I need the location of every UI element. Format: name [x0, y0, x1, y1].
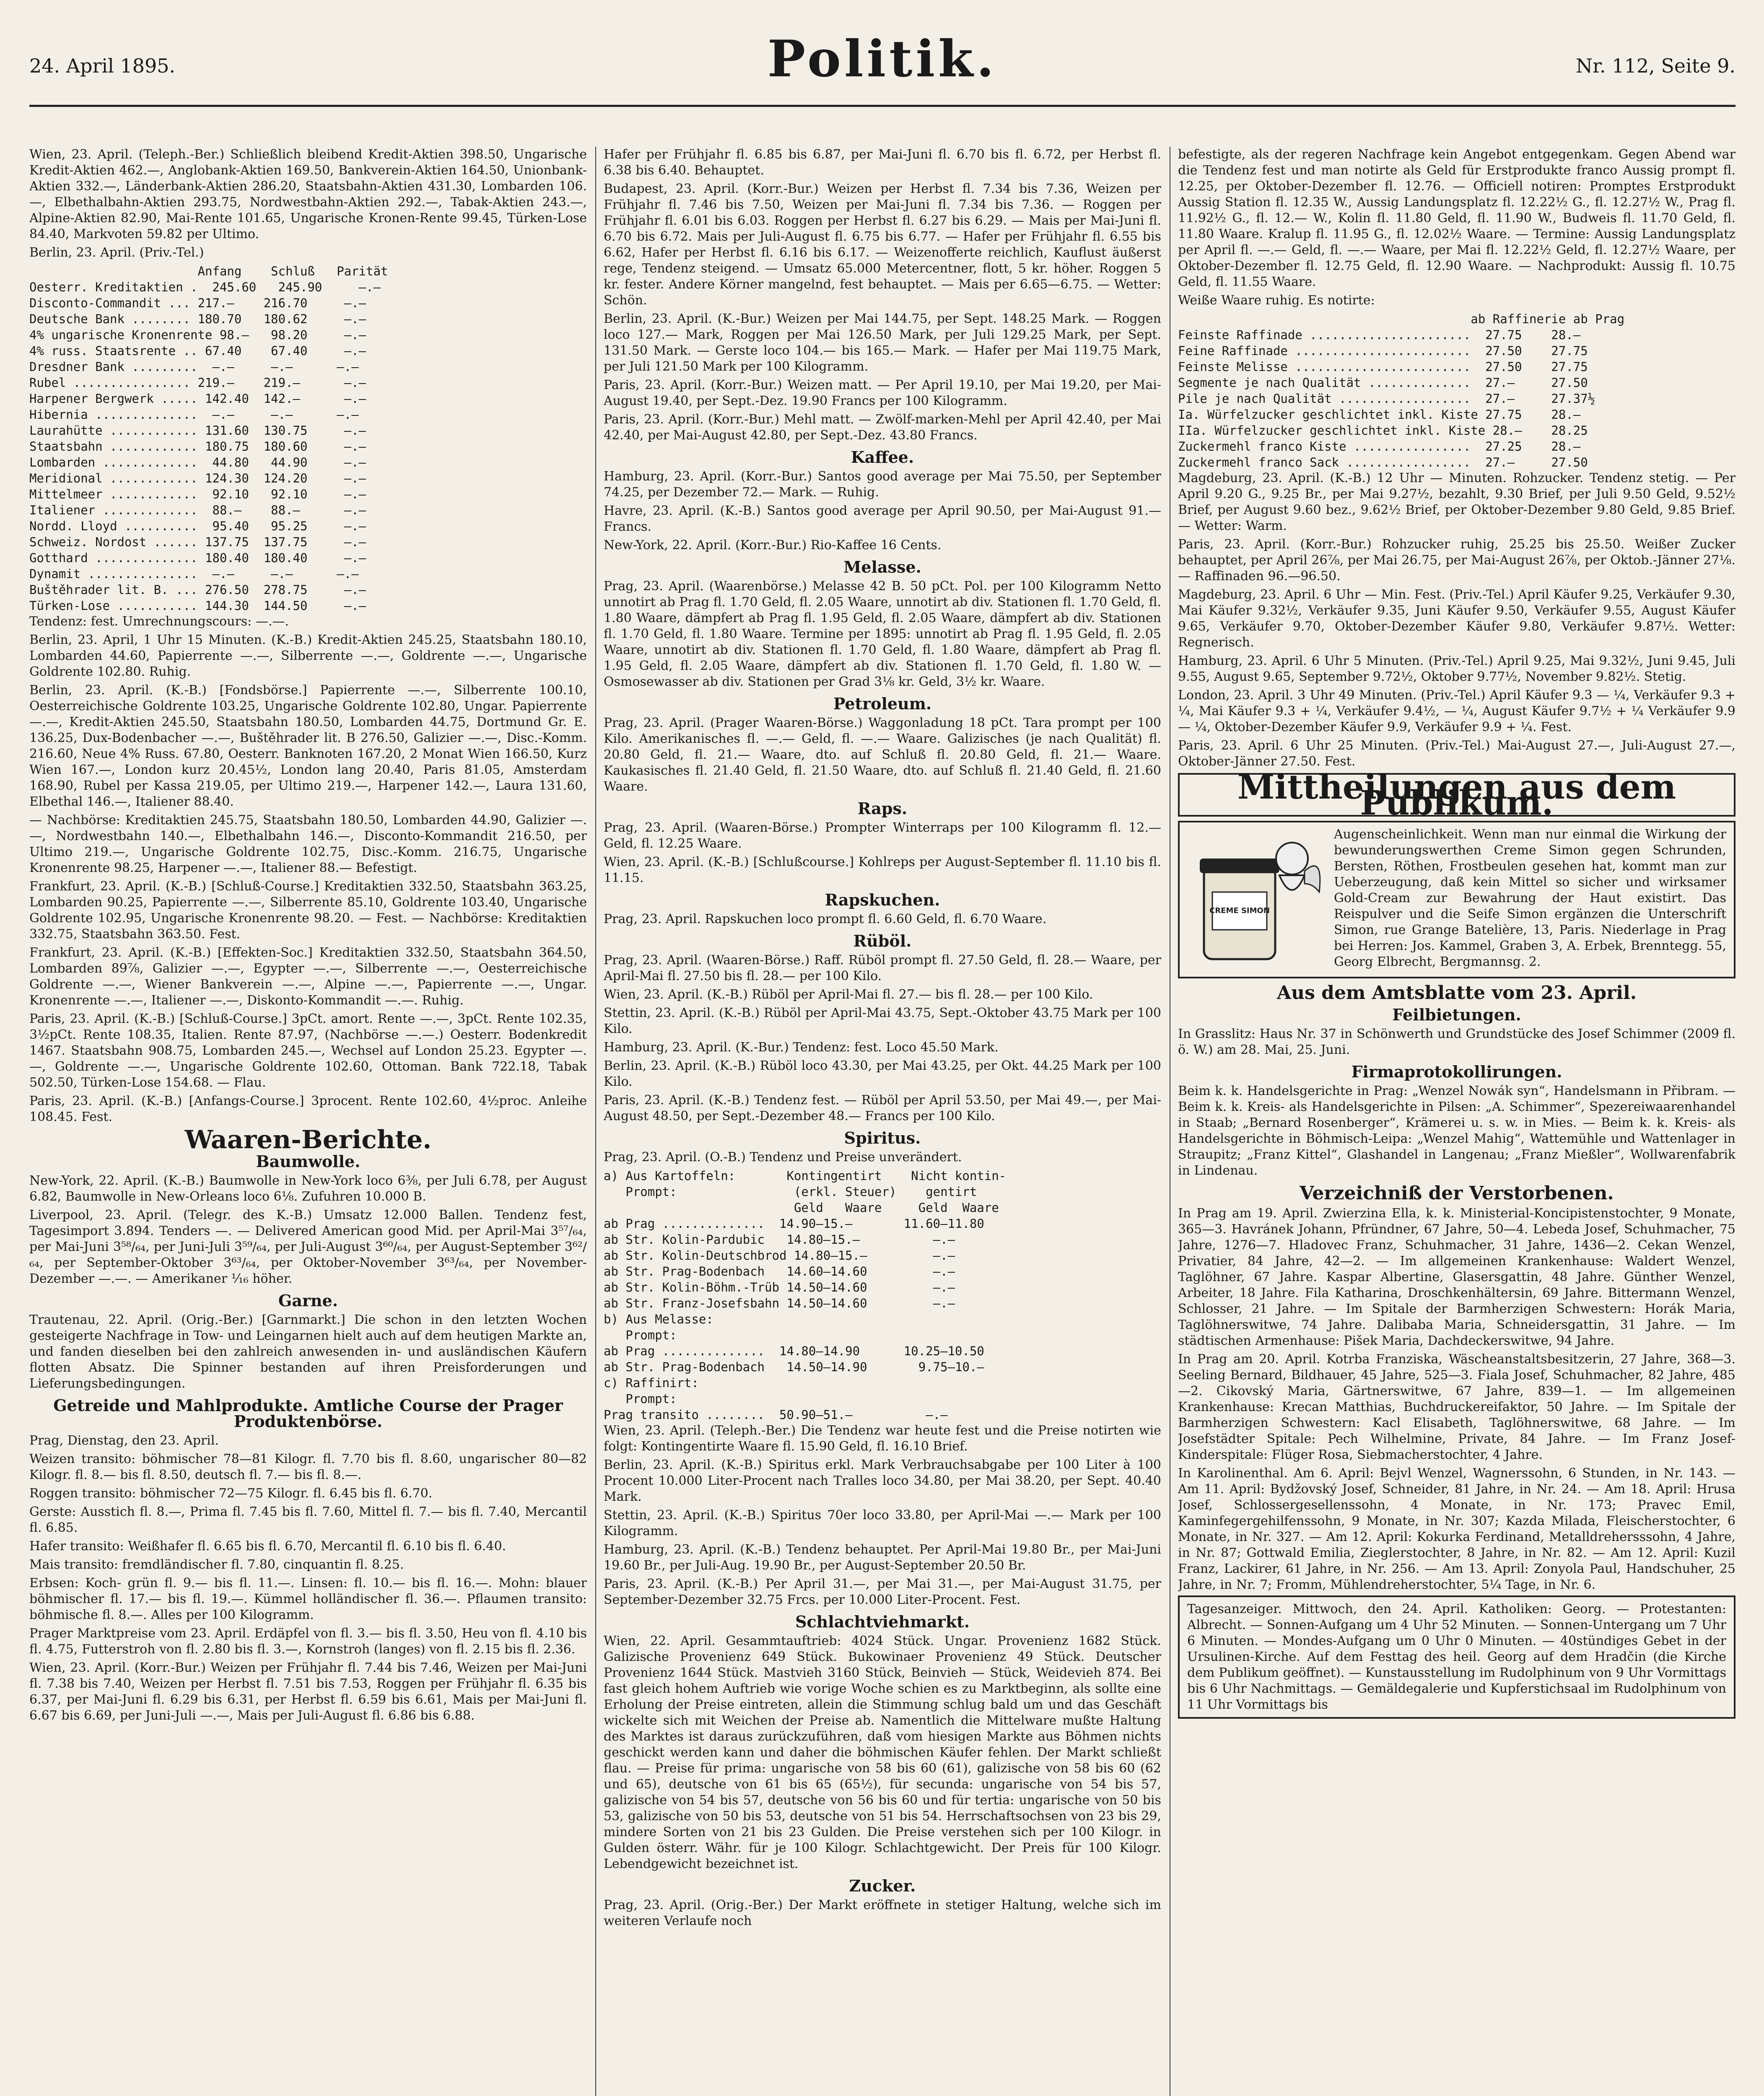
- article-paragraph: — Nachbörse: Kreditaktien 245.75, Staatsbahn 180.50, Lombarden 44.90, Galizier —.—, Nordwestbahn 140.—, Elbethalbahn 146.—, Disconto-Kommandit 216.50, per Ultimo 219.—, Ungarische Goldrente 102.75, Disc.-Komm. 216.75, Ungarische Kronenrente 98.25, Harpener —.—, Italiener 88.— Befestigt.: [29, 813, 587, 875]
- column-middle: [604, 147, 1161, 2096]
- subsection-heading: Garne.: [278, 1291, 338, 1310]
- newspaper-page: [29, 25, 1735, 2096]
- subsection-heading: Raps.: [857, 799, 908, 818]
- article-paragraph: Magdeburg, 23. April. (K.-B.) 12 Uhr — Minuten. Rohzucker. Tendenz stetig. — Per April 9.20 G., 9.25 Br., per Mai 9.27½, bezahlt, 9.30 Brief, per Juli 9.50 Geld, 9.52½ Brief, per August 9.60 bez., 9.62½ Brief, per Oktober-Dezember 9.80 Geld, 9.85 Brief. — Wetter: Warm.: [1178, 471, 1735, 533]
- header-rule: [29, 105, 1735, 107]
- article-paragraph: Budapest, 23. April. (Korr.-Bur.) Weizen per Herbst fl. 7.34 bis 7.36, Weizen per Frühjahr fl. 7.46 bis 7.50, Weizen per Mai-Juni fl. 7.34 bis 7.36. — Roggen per Frühjahr fl. 6.01 bis 6.03. Roggen per Herbst fl. 6.27 bis 6.29. — Mais per Mai-Juni fl. 6.70 bis 6.72. Mais per Juli-August fl. 6.75 bis 6.77. — Hafer per Frühjahr fl. 6.55 bis 6.62, Hafer per Herbst fl. 6.16 bis 6.17. — Weizenofferte reichlich, Kauflust äußerst rege, Tendenz steigend. — Umsatz 65.000 Metercentner, flott, 5 kr. höher. Roggen 5 kr. fester. Andere Körner mangelnd, fest behauptet. — Mais per 6.65—6.75. — Wetter: Schön.: [604, 182, 1161, 308]
- article-paragraph: Frankfurt, 23. April. (K.-B.) [Effekten-Soc.] Kreditaktien 332.50, Staatsbahn 364.50, Lombarden 89⅞, Galizier —.—, Egypter —.—, Silberrente —.—, Oesterreichische Goldrente —.—, Wiener Bankverein —.—, Alpine —.—, Papierrente —.—, Ungar. Kronenrente —.—, Italiener —.—, Diskonto-Kommandit —.—. Ruhig.: [29, 945, 587, 1008]
- article-paragraph: Wien, 23. April. (K.-B.) Rüböl per April-Mai fl. 27.— bis fl. 28.— per 100 Kilo.: [604, 987, 1093, 1002]
- article-paragraph: Wien, 23. April. (K.-B.) [Schlußcourse.] Kohlreps per August-September fl. 11.10 bis fl. 11.15.: [604, 855, 1161, 885]
- subsection-heading: Melasse.: [843, 558, 921, 576]
- section-heading: Verzeichniß der Verstorbenen.: [1300, 1183, 1614, 1204]
- article-paragraph: In Prag am 19. April. Zwierzina Ella, k. k. Ministerial-Koncipistenstochter, 9 Monate, 365—3. Havránek Johann, Pfründner, 67 Jahre, 50—4. Lebeda Josef, Schuhmacher, 75 Jahre, 1276—7. Hladovec Franz, Schuhmacher, 31 Jahre, 1436—2. Cekan Wenzel, Privatier, 84 Jahre, 42—2. — Im allgemeinen Krankenhause: Waldert Wenzel, Taglöhner, 67 Jahre. Kaspar Albertine, Glasersgattin, 48 Jahre. Günther Wenzel, Arbeiter, 18 Jahre. Fila Katharina, Droschkenhältersin, 69 Jahre. Bittermann Wenzel, Schlosser, 21 Jahre. — Im Spitale der Barmherzigen Schwestern: Horák Maria, Taglöhnerswitwe, 74 Jahre. Dalibaba Maria, Schneidersgattin, 31 Jahre. — Im städtischen Armenhause: Pišek Maria, Dachdeckerswitwe, 94 Jahre.: [1178, 1206, 1735, 1348]
- subsection-heading: Firmaprotokollirungen.: [1351, 1062, 1562, 1081]
- issue-date: 24. April 1895.: [29, 54, 176, 77]
- article-paragraph: Berlin, 23. April. (Priv.-Tel.): [29, 245, 204, 260]
- article-paragraph: Liverpool, 23. April. (Telegr. des K.-B.) Umsatz 12.000 Ballen. Tendenz fest, Tagesimport 3.894. Tenders —. — Delivered American good Mid. per April-Mai 3⁵⁷/₆₄, per Mai-Juni 3⁵⁸/₆₄, per Juni-Juli 3⁵⁹/₆₄, per Juli-August 3⁶⁰/₆₄, per August-September 3⁶²/₆₄, per September-Oktober 3⁶³/₆₄, per Oktober-November 3⁶³/₆₄, per November-Dezember —.—. — Amerikaner ⅟₁₆ höher.: [29, 1208, 587, 1286]
- subsection-heading: Kaffee.: [851, 448, 914, 467]
- article-paragraph: New-York, 22. April. (K.-B.) Baumwolle in New-York loco 6⅜, per Juli 6.78, per August 6.82, Baumwolle in New-Orleans loco 6⅛. Zufuhren 10.000 B.: [29, 1173, 587, 1204]
- article-paragraph: Prag, 23. April. Rapskuchen loco prompt fl. 6.60 Geld, fl. 6.70 Waare.: [604, 912, 1047, 926]
- column-divider: [595, 147, 596, 2096]
- column-right: [1178, 147, 1735, 2096]
- article-paragraph: Weiße Waare ruhig. Es notirte:: [1178, 293, 1375, 308]
- article-paragraph: Wien, 23. April. (Korr.-Bur.) Weizen per Frühjahr fl. 7.44 bis 7.46, Weizen per Mai-Juni fl. 7.38 bis 7.40, Weizen per Herbst fl. 7.51 bis 7.53, Roggen per Frühjahr fl. 6.35 bis 6.37, per Mai-Juni fl. 6.29 bis 6.31, per Herbst fl. 6.59 bis 6.61, Mais per Mai-Juni fl. 6.67 bis 6.69, per Juni-Juli —.—, Mais per Juli-August fl. 6.86 bis 6.88.: [29, 1660, 587, 1723]
- article-paragraph: Trautenau, 22. April. (Orig.-Ber.) [Garnmarkt.] Die schon in den letzten Wochen gesteigerte Nachfrage in Tow- und Leingarnen hielt auch auf dem heutigen Markte an, und fanden dieselben bei den zahlreich anwesenden in- und ausländischen Käufern flotten Absatz. Die Spinner bestanden auf ihren Preisforderungen und Lieferungsbedingungen.: [29, 1313, 587, 1391]
- section-heading: Aus dem Amtsblatte vom 23. April.: [1276, 982, 1637, 1004]
- subsection-heading: Petroleum.: [833, 694, 932, 713]
- article-paragraph: Hamburg, 23. April. (K.-B.) Tendenz behauptet. Per April-Mai 19.80 Br., per Mai-Juni 19.60 Br., per Juli-Aug. 19.90 Br., per August-September 20.50 Br.: [604, 1542, 1161, 1573]
- article-paragraph: Havre, 23. April. (K.-B.) Santos good average per April 90.50, per Mai-August 91.— Francs.: [604, 503, 1161, 534]
- article-paragraph: Paris, 23. April. (K.-B.) Tendenz fest. — Rüböl per April 53.50, per Mai 49.—, per Mai-August 48.50, per Sept.-Dezember 48.— Francs per 100 Kilo.: [604, 1093, 1161, 1123]
- article-paragraph: Magdeburg, 23. April. 6 Uhr — Min. Fest. (Priv.-Tel.) April Käufer 9.25, Verkäufer 9.30, Mai Käufer 9.32½, Verkäufer 9.35, Juni Käufer 9.50, Verkäufer 9.55, August Käufer 9.65, Verkäufer 9.70, Oktober-Dezember Käufer 9.80, Verkäufer 9.87½. Wetter: Regnerisch.: [1178, 587, 1735, 650]
- article-paragraph: New-York, 22. April. (Korr.-Bur.) Rio-Kaffee 16 Cents.: [604, 538, 942, 553]
- article-paragraph: Paris, 23. April. (K.-B.) [Schluß-Course.] 3pCt. amort. Rente —.—, 3pCt. Rente 102.35, 3½pCt. Rente 108.35, Italien. Rente 87.97, (Nachbörse —.—.) Oesterr. Bodenkredit 1467. Staatsbahn 908.75, Lombarden 245.—, Wechsel auf London 25.23. Egypter —.—, Goldrente —.—, Ungarische Goldrente 102.60, Ottoman. Bank 722.18, Tabak 502.50, Türken-Lose 154.68. — Flau.: [29, 1012, 587, 1090]
- cherub-with-jar-illustration: [1187, 829, 1326, 968]
- article-paragraph: Roggen transito: böhmischer 72—75 Kilogr. fl. 6.45 bis fl. 6.70.: [29, 1486, 433, 1501]
- article-paragraph: In Prag am 20. April. Kotrba Franziska, Wäscheanstaltsbesitzerin, 27 Jahre, 368—3. Seeling Bernard, Bildhauer, 45 Jahre, 525—3. Fiala Josef, Schuhmacher, 82 Jahre, 485—2. Cikovský Maria, Gärtnerswitwe, 67 Jahre, 839—1. — Im allgemeinen Krankenhause: Krecan Matthias, Buchdruckereifaktor, 50 Jahre. — Im Spitale der Barmherzigen Schwestern: Kacl Elisabeth, Taglöhnerswitwe, 68 Jahre. — Im Josefstädter Spitale: Pech Wilhelmine, Private, 84 Jahre. — Im Franz Josef-Kinderspitale: Flüger Rosa, Siebmacherstochter, 4 Jahre.: [1178, 1352, 1735, 1462]
- subsection-heading: Schlachtviehmarkt.: [795, 1612, 970, 1631]
- article-paragraph: Beim k. k. Handelsgerichte in Prag: „Wenzel Nowák syn“, Handelsmann in Přibram. — Beim k. k. Kreis- als Handelsgerichte in Pilsen: „A. Schimmer“, Spezereiwaarenhandel in Staab; „Bernard Rosenberger“, Krämerei u. s. w. in Mies. — Beim k. k. Kreis- als Handelsgerichte in Böhmisch-Leipa: „Wenzel Mahig“, Wattemühle und Wattenlager in Straupitz; „Franz Kittel“, Glashandel in Langenau; „Franz Mießler“, Wollwarenfabrik in Lindenau.: [1178, 1084, 1735, 1178]
- article-paragraph: Prag, 23. April. (Waarenbörse.) Melasse 42 B. 50 pCt. Pol. per 100 Kilogramm Netto unnotirt ab Prag fl. 1.70 Geld, fl. 2.05 Waare, unnotirt ab div. Stationen fl. 1.70 Geld, fl. 1.80 Waare, dämpfert ab Prag fl. 1.95 Geld, fl. 2.05 Waare, dämpfert ab div. Stationen fl. 1.70 Geld, fl. 1.80 Waare. Termine per 1895: unnotirt ab Prag fl. 1.95 Geld, fl. 2.05 Waare, unnotirt ab div. Stationen fl. 1.70 Geld, fl. 1.80 Waare, dämpfert ab Prag fl. 1.95 Geld, fl. 2.05 Waare, dämpfert ab div. Stationen fl. 1.70 Geld, fl. 1.80 W. — Osmosewasser ab div. Stationen per Grad 3⅛ kr. Geld, 3½ kr. Waare.: [604, 579, 1161, 689]
- article-paragraph: Weizen transito: böhmischer 78—81 Kilogr. fl. 7.70 bis fl. 8.60, ungarischer 80—82 Kilogr. fl. 8.— bis fl. 8.50, deutsch fl. 7.— bis fl. 8.—.: [29, 1452, 587, 1482]
- article-paragraph: Paris, 23. April. 6 Uhr 25 Minuten. (Priv.-Tel.) Mai-August 27.—, Juli-August 27.—, Oktober-Jänner 27.50. Fest.: [1178, 738, 1735, 769]
- jar-label: CREME SIMON: [1209, 906, 1270, 915]
- article-paragraph: Prager Marktpreise vom 23. April. Erdäpfel von fl. 3.— bis fl. 3.50, Heu von fl. 4.10 bis fl. 4.75, Futterstroh von fl. 2.80 bis fl. 3.—, Kornstroh (langes) von fl. 2.15 bis fl. 2.36.: [29, 1626, 587, 1657]
- article-paragraph: Paris, 23. April. (K.-B.) [Anfangs-Course.] 3procent. Rente 102.60, 4½proc. Anleihe 108.45. Fest.: [29, 1094, 587, 1124]
- daily-announcements: Tagesanzeiger. Mittwoch, den 24. April. Katholiken: Georg. — Protestanten: Albrecht. — Sonnen-Aufgang um 4 Uhr 52 Minuten. — Sonnen-Untergang um 7 Uhr 6 Minuten. — Mondes-Aufgang um 0 Uhr 0 Minuten. — 40stündiges Gebet in der Ursulinen-Kirche. Auf dem Festtag des heil. Georg auf dem Hradčin (die Kirche dem Publikum geöffnet). — Kunstausstellung im Rudolphinum von 9 Uhr Vormittags bis 6 Uhr Nachmittags. — Gemäldegalerie und Kupferstichsaal im Rudolphinum von 11 Uhr Vormittags bis: [1178, 1595, 1735, 1719]
- article-paragraph: Wien, 22. April. Gesammtauftrieb: 4024 Stück. Ungar. Provenienz 1682 Stück. Galizische Provenienz 649 Stück. Bukowinaer Provenienz 49 Stück. Deutscher Provenienz 1644 Stück. Mastvieh 3160 Stück, Beinvieh — Stück, Weidevieh 874. Bei fast gleich hohem Auftrieb wie vorige Woche schien es zu Marktbeginn, als sollte eine Erholung der Preise eintreten, allein die Stimmung schlug bald um und das Geschäft wickelte sich mit Weichen der Preise ab. Namentlich die Mittelware mußte Haltung des Marktes ist daraus zurückzuführen, daß vom hiesigen Markte aus Böhmen nichts geschickt werden kann und daher die böhmischen Käufer fehlen. Der Markt schließt flau. — Preise für prima: ungarische von 58 bis 60 (61), galizische von 58 bis 60 (62 und 65), deutsche von 61 bis 65 (65½), für secunda: ungarische von 54 bis 57, galizische von 54 bis 57, deutsche von 56 bis 60 und für tertia: ungarische von 50 bis 53, galizische von 50 bis 53, deutsche von 51 bis 54. Herrschaftsochsen von 23 bis 29, mindere Sorten von 21 bis 23 Gulden. Die Preise verstehen sich per 100 Kilogr. in Gulden österr. Währ. für je 100 Kilogr. Schlachtgewicht. Der Preis für 100 Kilogr. Lebendgewicht bezeichnet ist.: [604, 1634, 1161, 1871]
- advertisement-text: Augenscheinlichkeit. Wenn man nur einmal die Wirkung der bewunderungswerthen Creme Simon gegen Schrunden, Bersten, Röthen, Frostbeulen gesehen hat, kommt man zur Ueberzeugung, daß kein Mittel so sicher und wirksamer Gold-Cream zur Bewahrung der Haut existirt. Das Reispulver und die Seife Simon ergänzen die Unterschrift Simon, rue Grange Batelière, 13, Paris. Niederlage in Prag bei Herren: Jos. Kammel, Graben 3, A. Erbek, Brenntegg. 55, Georg Elbrecht, Bergmannsg. 2.: [1334, 827, 1726, 969]
- price-table: a) Aus Kartoffeln: Kontingentirt Nicht kontin- Prompt: (erkl. Steuer) gentirt Geld Waare Geld Waare ab Prag .............. 14.90—15.— 11.60—11.80 ab Str. Kolin-Pardubic 14.80—15.— —.— ab Str. Kolin-Deutschbrod 14.80—15.— —.— ab Str. Prag-Bodenbach 14.60—14.60 —.— ab Str. Kolin-Böhm.-Trüb 14.50—14.60 —.— ab Str. Franz-Josefsbahn 14.50—14.60 —.— b) Aus Melasse: Prompt: ab Prag .............. 14.80—14.90 10.25—10.50 ab Str. Prag-Bodenbach 14.50—14.90 9.75—10.— c) Raffinirt: Prompt: Prag transito ........ 50.90—51.— —.—: [604, 1169, 1007, 1422]
- article-paragraph: Prag, Dienstag, den 23. April.: [29, 1433, 219, 1448]
- article-paragraph: Erbsen: Koch- grün fl. 9.— bis fl. 11.—. Linsen: fl. 10.— bis fl. 16.—. Mohn: blauer böhmischer fl. 17.— bis fl. 19.—. Kümmel holländischer fl. 36.—. Pflaumen transito: böhmische fl. 8.—. Alles per 100 Kilogramm.: [29, 1576, 587, 1622]
- article-paragraph: Prag, 23. April. (Waaren-Börse.) Prompter Winterraps per 100 Kilogramm fl. 12.— Geld, fl. 12.25 Waare.: [604, 820, 1161, 851]
- page-header: [29, 25, 1735, 88]
- article-paragraph: Hafer per Frühjahr fl. 6.85 bis 6.87, per Mai-Juni fl. 6.70 bis fl. 6.72, per Herbst fl. 6.38 bis 6.40. Behauptet.: [604, 147, 1161, 178]
- public-notices-title: Mittheilungen aus dem Publikum.: [1178, 773, 1735, 817]
- subsection-heading: Baumwolle.: [256, 1152, 361, 1171]
- article-paragraph: Hamburg, 23. April. (Korr.-Bur.) Santos good average per Mai 75.50, per September 74.25, per Dezember 72.— Mark. — Ruhig.: [604, 469, 1161, 500]
- article-paragraph: Wien, 23. April. (Teleph.-Ber.) Schließlich bleibend Kredit-Aktien 398.50, Ungarische Kredit-Aktien 462.—, Anglobank-Aktien 169.50, Bankverein-Aktien 164.50, Unionbank-Aktien 332.—, Länderbank-Aktien 286.20, Staatsbahn-Aktien 431.30, Lombarden 106.—, Elbethalbahn-Aktien 293.75, Nordwestbahn-Aktien 292.—, Tabak-Aktien 243.—, Alpine-Aktien 82.90, Mai-Rente 101.65, Ungarische Kronen-Rente 99.45, Türken-Lose 84.40, Markvoten 59.82 per Ultimo.: [29, 147, 587, 241]
- section-title: Politik.: [767, 29, 998, 88]
- article-paragraph: Prag, 23. April. (Orig.-Ber.) Der Markt eröffnete in stetiger Haltung, welche sich im weiteren Verlaufe noch: [604, 1898, 1161, 1928]
- subsection-heading: Spiritus.: [844, 1128, 921, 1147]
- article-paragraph: Paris, 23. April. (Korr.-Bur.) Rohzucker ruhig, 25.25 bis 25.50. Weißer Zucker behauptet, per April 26⅞, per Mai 26.75, per Mai-August 26⅞, per Oktob.-Jänner 27⅛. — Raffinaden 96.—96.50.: [1178, 537, 1735, 584]
- article-paragraph: Berlin, 23. April. (K.-Bur.) Weizen per Mai 144.75, per Sept. 148.25 Mark. — Roggen loco 127.— Mark, Roggen per Mai 126.50 Mark, per Juli 129.25 Mark, per Sept. 131.50 Mark. — Gerste loco 104.— bis 165.— Mark. — Hafer per Mai 119.75 Mark, per Juli 121.50 Mark per 100 Kilogramm.: [604, 311, 1161, 374]
- price-table: Anfang Schluß Parität Oesterr. Kreditaktien . 245.60 245.90 —.— Disconto-Commandit ... 217.— 216.70 —.— Deutsche Bank ........ 180.70 180.62 —.— 4% ungarische Kronenrente 98.— 98.20 —.— 4% russ. Staatsrente .. 67.40 67.40 —.— Dresdner Bank ......... —.— —.— —.— Rubel ................ 219.— 219.— —.— Harpener Bergwerk ..... 142.40 142.— —.— Hibernia .............. —.— —.— —.— Laurahütte ............ 131.60 130.75 —.— Staatsbahn ............ 180.75 180.60 —.— Lombarden ............. 44.80 44.90 —.— Meridional ............ 124.30 124.20 —.— Mittelmeer ............ 92.10 92.10 —.— Italiener ............. 88.— 88.— —.— Nordd. Lloyd .......... 95.40 95.25 —.— Schweiz. Nordost ...... 137.75 137.75 —.— Gotthard .............. 180.40 180.40 —.— Dynamit ............... —.— —.— —.— Buštěhrader lit. B. ... 276.50 278.75 —.— Türken-Lose ........... 144.30 144.50 —.—: [29, 264, 388, 613]
- subsection-heading: Rapskuchen.: [825, 890, 940, 909]
- column-left: [29, 147, 587, 2096]
- article-paragraph: Berlin, 23. April. (K.-B.) [Fondsbörse.] Papierrente —.—, Silberrente 100.10, Oesterreichische Goldrente 103.25, Ungarische Goldrente 102.80, Ungar. Papierrente —.—, Kredit-Aktien 245.50, Staatsbahn 180.50, Lombarden 44.75, Dortmund Gr. E. 136.25, Dux-Bodenbacher —.—, Buštěhrader lit. B 276.50, Galizier —.—, Disc.-Komm. 216.60, Neue 4% Russ. 67.80, Oesterr. Banknoten 167.20, 2 Monat Wien 166.50, Kurz Wien 167.—, London kurz 20.45½, London lang 20.40, Paris 81.05, Amsterdam 168.90, Rubel per Kassa 219.05, per Ultimo 219.—, Harpener 142.—, Laura 131.60, Elbethal 146.—, Italiener 88.40.: [29, 683, 587, 809]
- article-paragraph: In Grasslitz: Haus Nr. 37 in Schönwerth und Grundstücke des Josef Schimmer (2009 fl. ö. W.) am 28. Mai, 25. Juni.: [1178, 1027, 1735, 1057]
- price-table: ab Raffinerie ab Prag Feinste Raffinade ...................... 27.75 28.— Feine Raffinade ........................ 27.50 27.75 Feinste Melisse ........................ 27.50 27.75 Segmente je nach Qualität .............. 27.— 27.50 Pile je nach Qualität .................. 27.— 27.37½ Ia. Würfelzucker geschlichtet inkl. Kiste 27.75 28.— IIa. Würfelzucker geschlichtet inkl. Kiste 28.— 28.25 Zuckermehl franco Kiste ................ 27.25 28.— Zuckermehl franco Sack ................. 27.— 27.50: [1178, 312, 1625, 470]
- article-paragraph: Prag, 23. April. (Waaren-Börse.) Raff. Rüböl prompt fl. 27.50 Geld, fl. 28.— Waare, per April-Mai fl. 27.50 bis fl. 28.— per 100 Kilo.: [604, 953, 1161, 983]
- article-paragraph: befestigte, als der regeren Nachfrage kein Angebot entgegenkam. Gegen Abend war die Tendenz fest und man notirte als Geld für Erstprodukte franco Aussig prompt fl. 12.25, per Oktober-Dezember fl. 12.76. — Officiell notiren: Promptes Erstprodukt Aussig Station fl. 12.35 W., Aussig Landungsplatz fl. 12.22½ G., fl. 12.27½ W., Prag fl. 11.92½ G., fl. 12.— W., Kolin fl. 11.80 Geld, fl. 11.90 W., Budweis fl. 11.70 Geld, fl. 11.80 Waare. Kralup fl. 11.95 G., fl. 12.02½ Waare. — Termine: Aussig Landungsplatz per April fl. —.— Geld, fl. —.— Waare, per Mai fl. 12.22½ Geld, fl. 12.27½ Waare, per Oktober-Dezember fl. 12.75 Geld, fl. 12.90 Waare. — Nachprodukt: Aussig fl. 10.75 Geld, fl. 11.55 Waare.: [1178, 147, 1735, 289]
- section-heading: Waaren-Berichte.: [184, 1125, 432, 1154]
- article-paragraph: Berlin, 23. April. (K.-B.) Spiritus erkl. Mark Verbrauchsabgabe per 100 Liter à 100 Procent 10.000 Liter-Procent nach Tralles loco 34.80, per Mai 38.20, per Sept. 40.40 Mark.: [604, 1458, 1161, 1504]
- article-paragraph: Tendenz: fest. Umrechnungscours: —.—.: [29, 614, 289, 629]
- article-paragraph: Hafer transito: Weißhafer fl. 6.65 bis fl. 6.70, Mercantil fl. 6.10 bis fl. 6.40.: [29, 1539, 506, 1554]
- article-paragraph: Berlin, 23. April. (K.-B.) Rüböl loco 43.30, per Mai 43.25, per Okt. 44.25 Mark per 100 Kilo.: [604, 1058, 1161, 1089]
- article-paragraph: Prag, 23. April. (Prager Waaren-Börse.) Waggonladung 18 pCt. Tara prompt per 100 Kilo. Amerikanisches fl. —.— Geld, fl. —.— Waare. Galizisches (je nach Qualität) fl. 20.80 Geld, fl. 21.— Waare, dto. auf Schluß fl. 20.80 Geld, fl. 21.— Waare. Kaukasisches fl. 21.40 Geld, fl. 21.50 Waare, dto. auf Schluß fl. 21.40 Geld, fl. 21.60 Waare.: [604, 716, 1161, 794]
- article-paragraph: Prag, 23. April. (O.-B.) Tendenz und Preise unverändert.: [604, 1150, 962, 1165]
- article-paragraph: Stettin, 23. April. (K.-B.) Spiritus 70er loco 33.80, per April-Mai —.— Mark per 100 Kilogramm.: [604, 1508, 1161, 1538]
- subsection-heading: Getreide und Mahlprodukte. Amtliche Course der Prager Produktenbörse.: [53, 1396, 563, 1431]
- article-paragraph: Paris, 23. April. (Korr.-Bur.) Mehl matt. — Zwölf-marken-Mehl per April 42.40, per Mai 42.40, per Mai-August 42.80, per Sept.-Dez. 43.80 Francs.: [604, 412, 1161, 443]
- article-paragraph: Gerste: Ausstich fl. 8.—, Prima fl. 7.45 bis fl. 7.60, Mittel fl. 7.— bis fl. 7.40, Mercantil fl. 6.85.: [29, 1505, 587, 1535]
- subsection-heading: Zucker.: [849, 1876, 916, 1895]
- article-paragraph: Hamburg, 23. April. (K.-Bur.) Tendenz: fest. Loco 45.50 Mark.: [604, 1040, 999, 1055]
- article-paragraph: London, 23. April. 3 Uhr 49 Minuten. (Priv.-Tel.) April Käufer 9.3 — ¼, Verkäufer 9.3 + ¼, Mai Käufer 9.3 + ¼, Verkäufer 9.4½, — ¼, August Käufer 9.7½ + ¼ Verkäufer 9.9 — ¼, Oktober-Dezember Käufer 9.9, Verkäufer 9.9 + ¼. Fest.: [1178, 688, 1735, 734]
- creme-simon-advertisement: [1178, 821, 1735, 978]
- article-paragraph: Paris, 23. April. (K.-B.) Per April 31.—, per Mai 31.—, per Mai-August 31.75, per September-Dezember 32.75 Frcs. per 10.000 Liter-Procent. Fest.: [604, 1577, 1161, 1607]
- article-paragraph: Mais transito: fremdländischer fl. 7.80, cinquantin fl. 8.25.: [29, 1557, 404, 1572]
- subsection-heading: Rüböl.: [853, 931, 912, 950]
- issue-number: Nr. 112, Seite 9.: [1575, 54, 1735, 77]
- article-paragraph: Paris, 23. April. (Korr.-Bur.) Weizen matt. — Per April 19.10, per Mai 19.20, per Mai-August 19.40, per Sept.-Dez. 19.90 Francs per 100 Kilogramm.: [604, 378, 1161, 408]
- article-paragraph: In Karolinenthal. Am 6. April: Bejvl Wenzel, Wagnerssohn, 6 Stunden, in Nr. 143. — Am 11. April: Bydžovský Josef, Schneider, 81 Jahre, in Nr. 24. — Am 18. April: Hrusa Josef, Schlossergesellenssohn, 4 Monate, in Nr. 173; Pravec Emil, Kaminfegergehilfenssohn, 9 Monate, in Nr. 307; Kazda Milada, Fleischerstochter, 6 Monate, in Nr. 327. — Am 12. April: Kokurka Ferdinand, Metalldrehersssohn, 4 Jahre, in Nr. 87; Gottwald Emilia, Zieglerstochter, 8 Jahre, in Nr. 82. — Am 12. April: Kuzil Franz, Lackirer, 61 Jahre, in Nr. 256. — Am 13. April: Zonyola Paul, Handschuher, 25 Jahre, in Nr. 7; Fromm, Mühlendreherstochter, 5¼ Tage, in Nr. 6.: [1178, 1466, 1735, 1592]
- article-paragraph: Hamburg, 23. April. 6 Uhr 5 Minuten. (Priv.-Tel.) April 9.25, Mai 9.32½, Juni 9.45, Juli 9.55, August 9.65, September 9.72½, Oktober 9.77½, November 9.82½. Stetig.: [1178, 654, 1735, 684]
- article-paragraph: Frankfurt, 23. April. (K.-B.) [Schluß-Course.] Kreditaktien 332.50, Staatsbahn 363.25, Lombarden 90.25, Papierrente —.—, Silberrente 85.10, Goldrente 103.40, Ungarische Goldrente 102.95, Ungarische Kronenrente 98.20. — Fest. — Nachbörse: Kreditaktien 332.75, Staatsbahn 363.50. Fest.: [29, 879, 587, 942]
- subsection-heading: Feilbietungen.: [1392, 1005, 1521, 1024]
- article-paragraph: Stettin, 23. April. (K.-B.) Rüböl per April-Mai 43.75, Sept.-Oktober 43.75 Mark per 100 Kilo.: [604, 1006, 1161, 1036]
- article-paragraph: Wien, 23. April. (Teleph.-Ber.) Die Tendenz war heute fest und die Preise notirten wie folgt: Kontingentirte Waare fl. 15.90 Geld, fl. 16.10 Brief.: [604, 1423, 1161, 1454]
- article-paragraph: Berlin, 23. April, 1 Uhr 15 Minuten. (K.-B.) Kredit-Aktien 245.25, Staatsbahn 180.10, Lombarden 44.60, Papierrente —.—, Silberrente —.—, Goldrente —.—, Ungarische Goldrente 102.80. Ruhig.: [29, 633, 587, 679]
